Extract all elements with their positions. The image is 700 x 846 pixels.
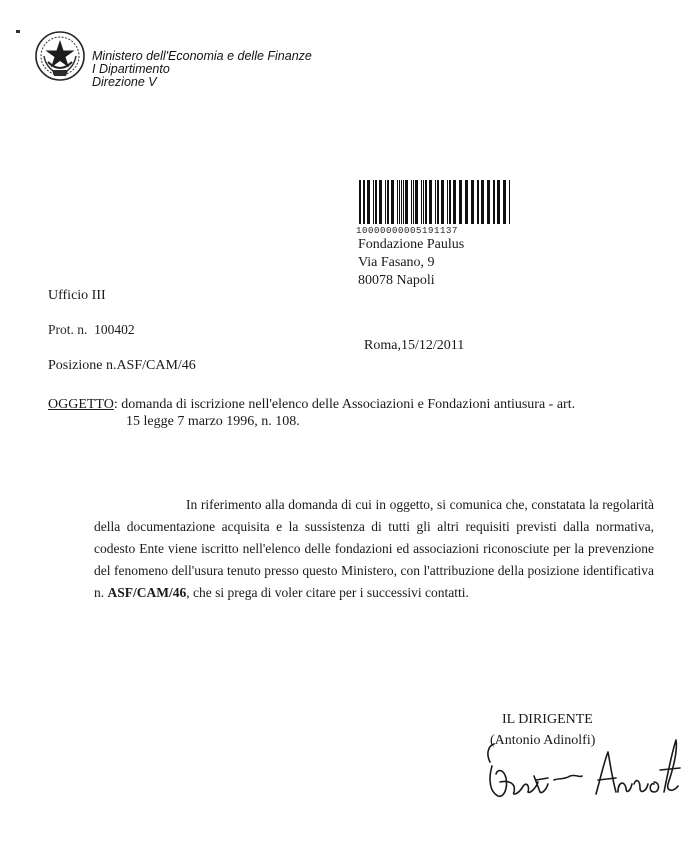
barcode-bar [415,180,418,224]
barcode-bar [435,180,436,224]
position-code: Posizione n.ASF/CAM/46 [48,358,196,373]
barcode-bar [373,180,374,224]
subject-text: : domanda di iscrizione nell'elenco delle Associazioni e Fondazioni antiusura - art. [113,397,576,412]
barcode-bar [375,180,377,224]
place-date: Roma,15/12/2011 [364,338,465,353]
handwritten-signature [478,722,688,808]
barcode-bar [471,180,474,224]
barcode-bar [465,180,468,224]
body-text-part1: In riferimento alla domanda di cui in oggetto, si comunica che, constatata la regolarità della documentazione acquisita e la sussistenza di tutti gli altri requisiti previsti dalla normativa, codesto Ente viene iscritto nell'elenco delle fondazioni ed associazioni riconosciute per la prevenzione del fenomeno dell'usura tenuto presso questo Ministero, con l'attribuzione della posizione identificativa n. [94,497,654,600]
scan-speck [16,30,20,33]
barcode-bar [385,180,386,224]
signatory-name: (Antonio Adinolfi) [490,733,596,748]
protocol-line [48,322,135,338]
barcode-bar [429,180,432,224]
barcode-bar [453,180,456,224]
barcode-bar [411,180,412,224]
barcode-bar [359,180,361,224]
barcode-bar [391,180,394,224]
position-code-bold: ASF/CAM/46 [107,585,187,600]
office-label: Ufficio III [48,288,106,303]
barcode-bar [487,180,490,224]
barcode-bar [367,180,370,224]
barcode-bar [413,180,414,224]
barcode-bar [421,180,422,224]
signatory-title: IL DIRIGENTE [502,712,593,727]
barcode-bar [399,180,400,224]
barcode-bar [459,180,462,224]
subject-label: OGGETTO [48,397,114,412]
barcode-bar [403,180,404,224]
protocol-number: 100402 [94,322,135,337]
italian-republic-emblem-icon [34,30,86,82]
barcode-bar [477,180,479,224]
recipient-address [358,236,464,290]
protocol-label: Prot. n. [48,322,88,337]
barcode-bar [397,180,398,224]
barcode-bar [401,180,402,224]
barcode-bar [379,180,382,224]
body-text-part2: , che si prega di voler citare per i successivi contatti. [186,585,469,600]
barcode-bar [481,180,484,224]
barcode-bar [387,180,389,224]
barcode-bar [423,180,424,224]
barcode-bar [509,180,510,224]
letter-body [94,494,654,604]
barcode-bar [497,180,500,224]
recipient-name: Fondazione Paulus [358,237,465,252]
ministry-name: Ministero dell'Economia e delle Finanze [92,49,312,63]
recipient-city: 80078 Napoli [358,273,435,288]
barcode-bar [437,180,439,224]
barcode-bar [425,180,427,224]
body-paragraph [94,494,654,604]
subject-line-1 [48,396,648,413]
directorate-name: Direzione V [92,75,157,89]
barcode-bar [363,180,365,224]
barcode-bar [449,180,451,224]
department-name: I Dipartimento [92,62,170,76]
barcode-bar [447,180,448,224]
barcode-bar [503,180,506,224]
subject-line-2: 15 legge 7 marzo 1996, n. 108. [126,414,300,429]
ministry-header [92,50,312,89]
barcode-bar [493,180,495,224]
barcode-bar [441,180,444,224]
recipient-street: Via Fasano, 9 [358,255,435,270]
barcode-number: 10000000005191137 [356,226,459,236]
barcode-bar [405,180,408,224]
barcode [357,180,515,232]
subject-block [48,396,648,430]
